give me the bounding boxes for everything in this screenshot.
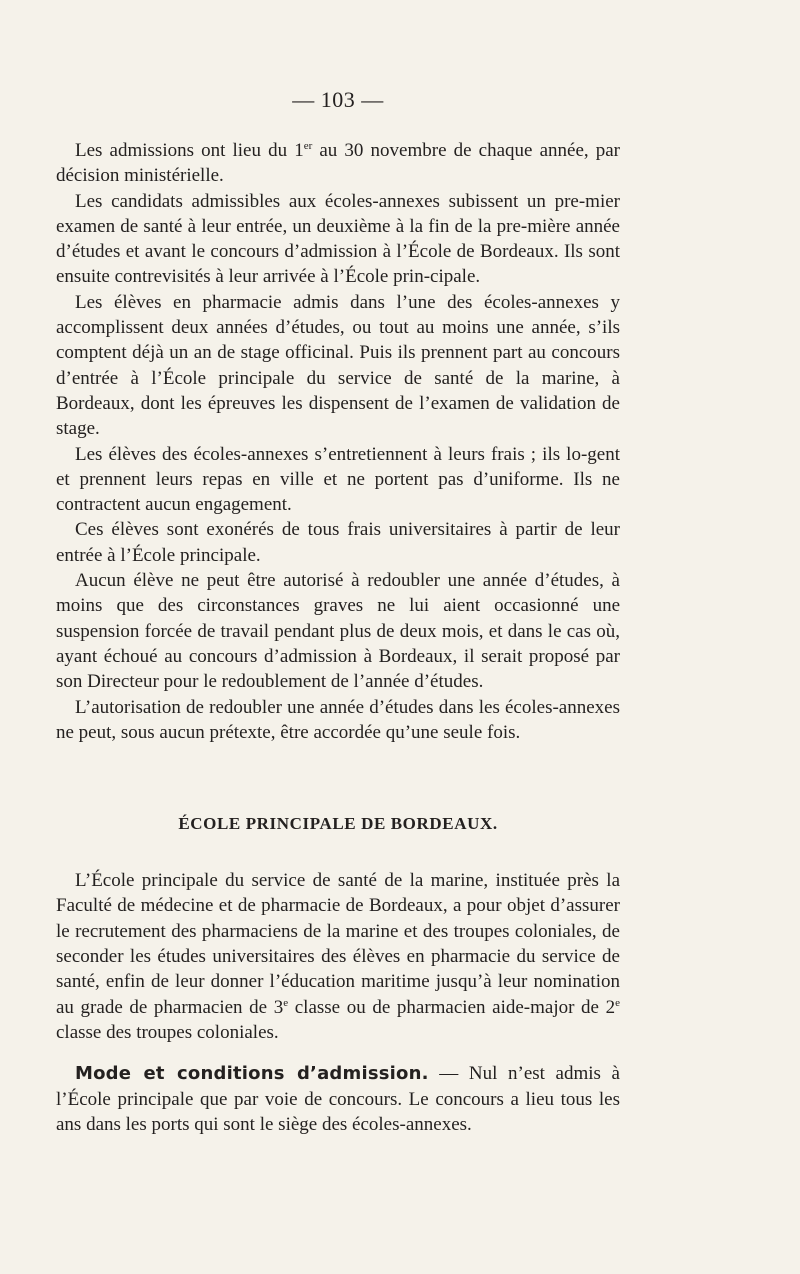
subsection-title: Mode et conditions d’admission. [75, 1063, 429, 1085]
section-heading: ÉCOLE PRINCIPALE DE BORDEAUX. [178, 814, 498, 834]
superscript: er [303, 140, 313, 152]
paragraph-fee-exemption: Ces élèves sont exonérés de tous frais universitaires à partir de leur entrée à l’École principale. [56, 519, 620, 566]
superscript: e [283, 996, 289, 1009]
paragraph-study-years: Les élèves en pharmacie admis dans l’une des écoles-annexes y accomplissent deux années d’études, ou tout au moins une année, s’ils comptent déjà un an de stage officinal. Puis ils prennent part au concours d’entrée à l’École principale du service de santé de la marine, à Bordeaux, dont les épreuves les dispensent de l’examen de validation de stage. [56, 291, 620, 440]
paragraph-repeat-once: L’autorisation de redoubler une année d’études dans les écoles-annexes ne peut, sous aucun prétexte, être accordée qu’une seule fois. [56, 696, 620, 743]
paragraph-living-costs: Les élèves des écoles-annexes s’entretiennent à leurs frais ; ils lo-gent et prennent leurs repas en ville et ne portent pas d’uniforme. Ils ne contractent aucun engagement. [56, 443, 620, 516]
paragraph-repeat-year: Aucun élève ne peut être autorisé à redoubler une année d’études, à moins que des circonstances graves ne lui aient occasionné une suspension forcée de travail pendant plus de deux mois, et dans le cas où, ayant échoué au concours d’admission à Bordeaux, il serait proposé par son Directeur pour le redoublement de l’année d’études. [56, 570, 620, 693]
paragraph-school-purpose [56, 868, 620, 1045]
paragraph-admission-dates [56, 138, 620, 189]
paragraph-text: au 30 novembre de chaque année, par décision ministérielle. [56, 140, 620, 187]
paragraph-text: L’École principale du service de santé de la marine, instituée près la Faculté de médecine et de pharmacie de Bordeaux, a pour objet d’assurer le recrutement des pharmaciens de la marine et des troupes coloniales, de seconder les études universitaires des élèves en pharmacie du service de santé, enfin de leur donner l’éducation maritime jusqu’à leur nomination au grade de pharmacien de 3 [56, 870, 620, 1018]
document-page [56, 86, 620, 1137]
paragraph-text: — Nul n’est admis à l’École principale que par voie de concours. Le concours a lieu tous les ans dans les ports qui sont le siège des écoles-annexes. [56, 1063, 620, 1135]
page-number: — 103 — [292, 87, 384, 112]
paragraph-admission-mode [56, 1061, 620, 1137]
paragraph-health-exams: Les candidats admissibles aux écoles-annexes subissent un pre-mier examen de santé à leur entrée, un deuxième à la fin de la pre-mière année d’études et avant le concours d’admission à l’École de Bordeaux. Ils sont ensuite contrevisités à leur arrivée à l’École prin-cipale. [56, 190, 620, 288]
paragraph-text: classe des troupes coloniales. [56, 1021, 279, 1043]
paragraph-text: classe ou de pharmacien aide-major de 2 [288, 996, 616, 1018]
paragraph-text: Les admissions ont lieu du 1 [75, 140, 304, 161]
superscript: e [615, 996, 620, 1009]
